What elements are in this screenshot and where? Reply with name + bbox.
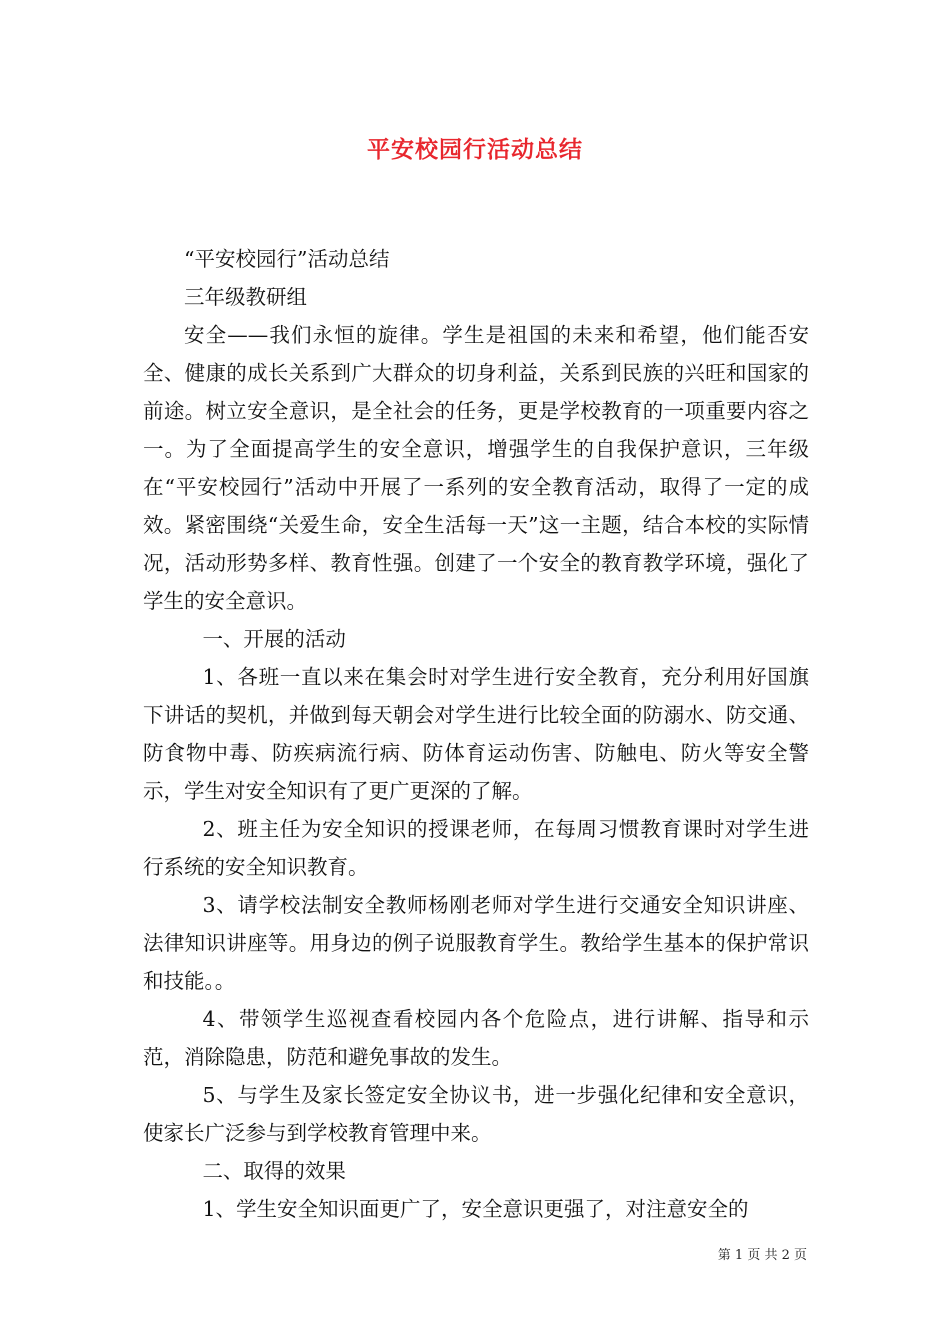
section-heading-results: 二、取得的效果 — [202, 1159, 346, 1183]
activity-item-3: 3、请学校法制安全教师杨刚老师对学生进行交通安全知识讲座、法律知识讲座等。用身边的例子说服教育学生。教给学生基本的保护常识和技能。。 — [143, 893, 809, 993]
activity-item-5: 5、与学生及家长签定安全协议书，进一步强化纪律和安全意识，使家长广泛参与到学校教育管理中来。 — [143, 1083, 809, 1145]
subtitle-line: “平安校园行”活动总结 — [184, 247, 390, 271]
section-heading-activities: 一、开展的活动 — [202, 627, 346, 651]
document-title: 平安校园行活动总结 — [367, 136, 583, 163]
intro-paragraph: 安全——我们永恒的旋律。学生是祖国的未来和希望，他们能否安全、健康的成长关系到广大群众的切身利益，关系到民族的兴旺和国家的前途。树立安全意识，是全社会的任务，更是学校教育的一项重要内容之一。为了全面提高学生的安全意识，增强学生的自我保护意识，三年级在“平安校园行”活动中开展了一系列的安全教育活动，取得了一定的成效。紧密围绕“关爱生命，安全生活每一天”这一主题，结合本校的实际情况，活动形势多样、教育性强。创建了一个安全的教育教学环境，强化了学生的安全意识。 — [143, 323, 809, 613]
page-number: 第 1 页 共 2 页 — [717, 1248, 807, 1263]
activity-item-2: 2、班主任为安全知识的授课老师，在每周习惯教育课时对学生进行系统的安全知识教育。 — [143, 817, 809, 879]
activity-item-4: 4、带领学生巡视查看校园内各个危险点，进行讲解、指导和示范，消除隐患，防范和避免事故的发生。 — [143, 1007, 809, 1069]
document-body — [143, 240, 809, 1228]
author-line: 三年级教研组 — [184, 285, 307, 309]
activity-item-1: 1、各班一直以来在集会时对学生进行安全教育，充分利用好国旗下讲话的契机，并做到每天朝会对学生进行比较全面的防溺水、防交通、防食物中毒、防疾病流行病、防体育运动伤害、防触电、防火等安全警示，学生对安全知识有了更广更深的了解。 — [143, 665, 809, 803]
result-item-1: 1、学生安全知识面更广了，安全意识更强了，对注意安全的 — [202, 1197, 749, 1221]
